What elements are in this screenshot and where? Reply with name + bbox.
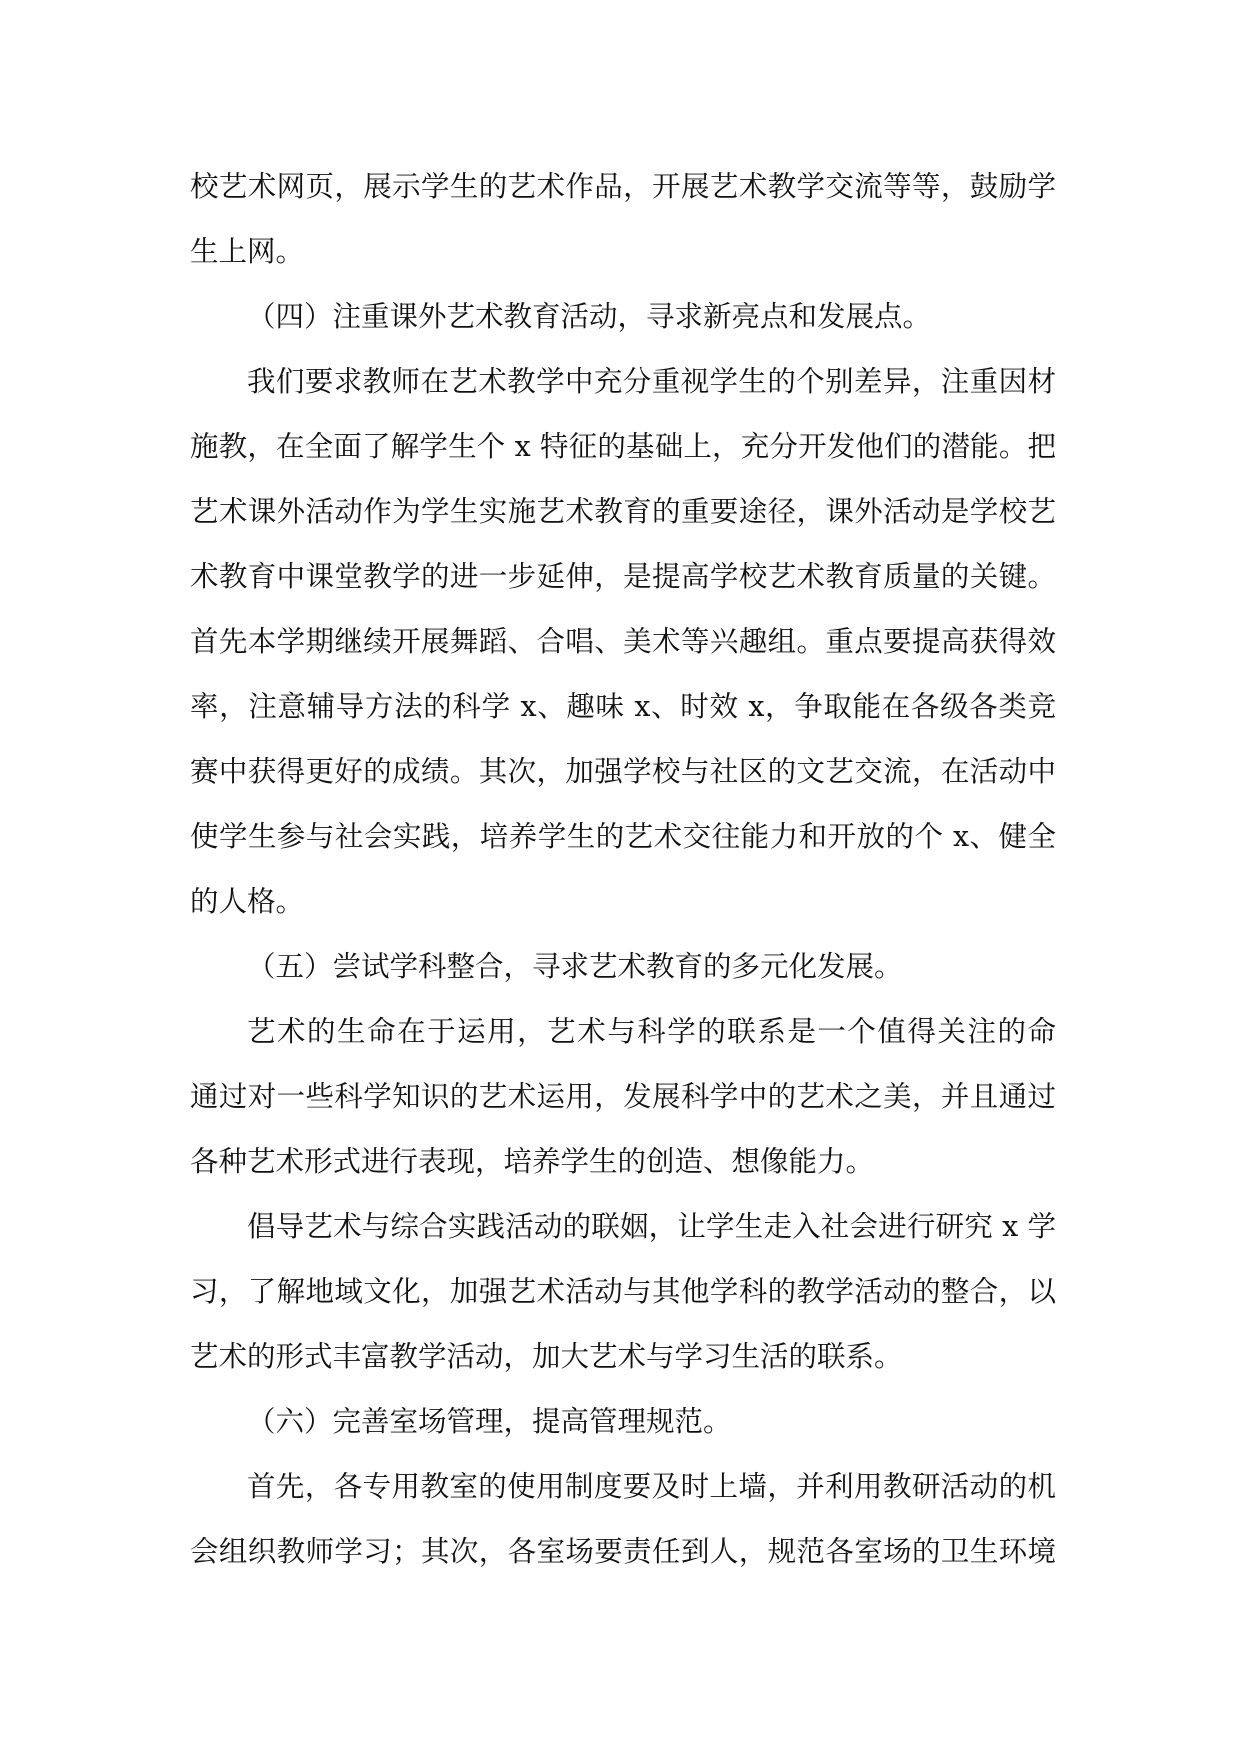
section-heading-text: （五）尝试学科整合，寻求艺术教育的多元化发展。 [247,950,903,983]
paragraph [190,154,1056,284]
paragraph [190,1454,1056,1584]
text-line: 率，注意辅导方法的科学 x、趣味 x、时效 x，争取能在各级各类竞 [190,690,1056,723]
paragraph [190,999,1056,1194]
text-line: 施教，在全面了解学生个 x 特征的基础上，充分开发他们的潜能。把 [190,430,1056,463]
body-text [190,154,1056,1584]
text-line: 赛中获得更好的成绩。其次，加强学校与社区的文艺交流，在活动中 [190,755,1056,788]
section-heading [190,1389,1056,1454]
text-line: 首先本学期继续开展舞蹈、合唱、美术等兴趣组。重点要提高获得效 [190,625,1056,658]
text-line: 各种艺术形式进行表现，培养学生的创造、想像能力。 [190,1145,875,1178]
text-line: 艺术的生命在于运用，艺术与科学的联系是一个值得关注的命 [247,1015,1056,1048]
text-line: 校艺术网页，展示学生的艺术作品，开展艺术教学交流等等，鼓励学 [190,170,1056,203]
text-line: 习，了解地域文化，加强艺术活动与其他学科的教学活动的整合，以 [190,1275,1056,1308]
section-heading [190,284,1056,349]
paragraph [190,349,1056,934]
section-heading-text: （四）注重课外艺术教育活动，寻求新亮点和发展点。 [247,300,932,333]
text-line: 会组织教师学习；其次，各室场要责任到人，规范各室场的卫生环境 [190,1535,1056,1568]
section-heading-text: （六）完善室场管理，提高管理规范。 [247,1405,732,1438]
text-line: 倡导艺术与综合实践活动的联姻，让学生走入社会进行研究 x 学 [247,1210,1056,1243]
text-line: 首先，各专用教室的使用制度要及时上墙，并利用教研活动的机 [247,1470,1056,1503]
text-line: 术教育中课堂教学的进一步延伸，是提高学校艺术教育质量的关键。 [190,560,1056,593]
text-line: 使学生参与社会实践，培养学生的艺术交往能力和开放的个 x、健全 [190,820,1056,853]
section-heading [190,934,1056,999]
text-line: 的人格。 [190,885,305,918]
text-line: 艺术课外活动作为学生实施艺术教育的重要途径，课外活动是学校艺 [190,495,1056,528]
text-line: 艺术的形式丰富教学活动，加大艺术与学习生活的联系。 [190,1340,903,1373]
paragraph [190,1194,1056,1389]
text-line: 我们要求教师在艺术教学中充分重视学生的个别差异，注重因材 [247,365,1056,398]
text-line: 通过对一些科学知识的艺术运用，发展科学中的艺术之美，并且通过 [190,1080,1056,1113]
text-line: 生上网。 [190,235,305,268]
